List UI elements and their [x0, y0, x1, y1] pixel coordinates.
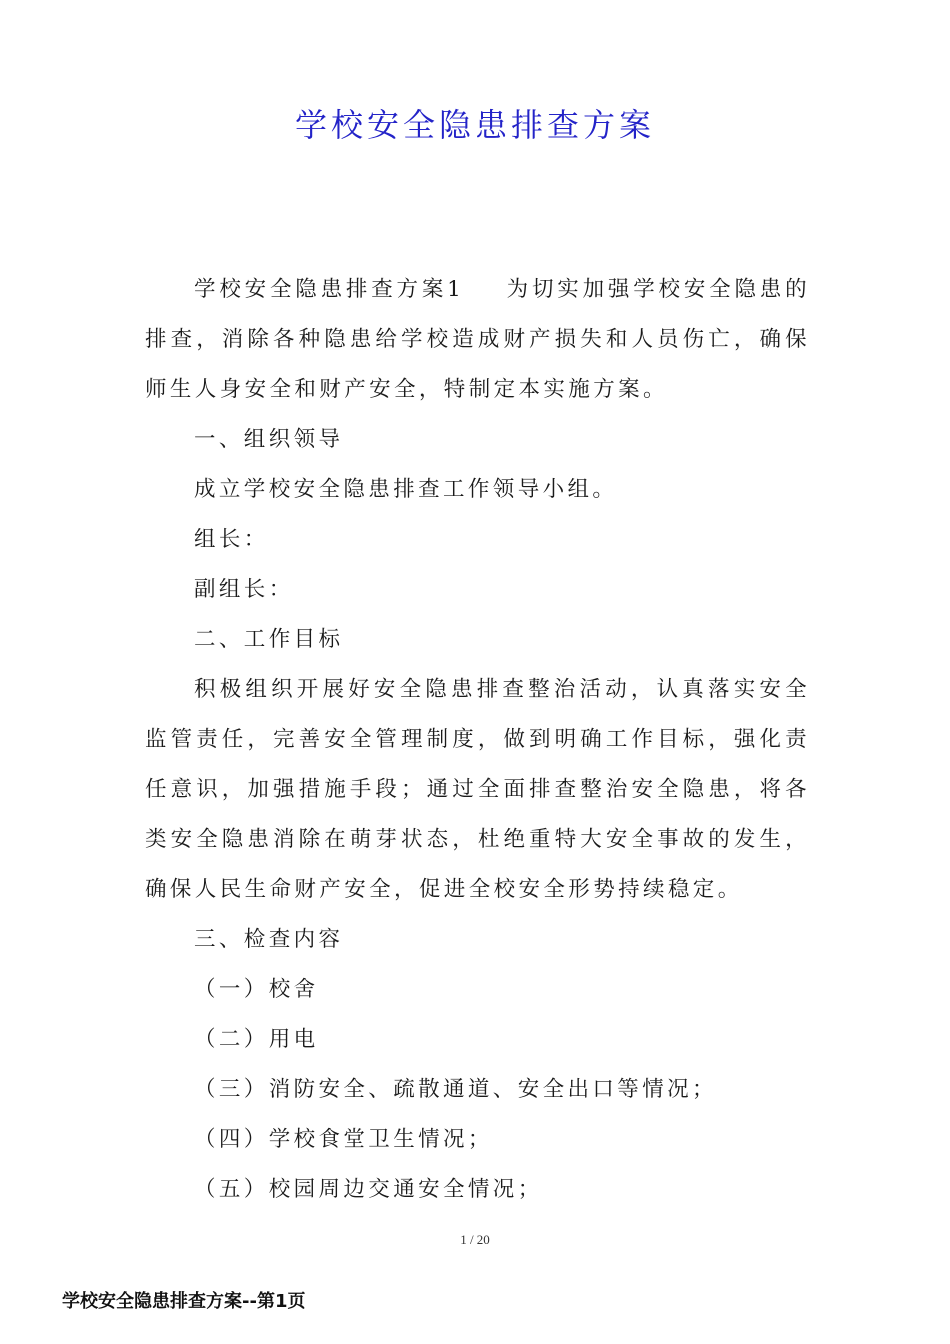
vice-leader-line: 副组长： [194, 577, 294, 602]
intro-paragraph [145, 265, 810, 415]
list-item: （一）校舍 [194, 977, 319, 1002]
section-heading: 学校安全隐患排查方案1 [194, 277, 465, 302]
list-item: （三）消防安全、疏散通道、安全出口等情况； [194, 1077, 717, 1102]
intro-text: 为切实加强学校安全隐患的排查，消除各种隐患给学校造成财产损失和人员伤亡，确保师生人身安全和财产安全，特制定本实施方案。 [145, 277, 810, 402]
leader-line: 组长： [194, 527, 269, 552]
paragraph-organization: 成立学校安全隐患排查工作领导小组。 [194, 477, 618, 502]
document-body [145, 265, 810, 1215]
list-item: （五）校园周边交通安全情况； [194, 1177, 543, 1202]
heading-goals: 二、工作目标 [194, 627, 344, 652]
list-item: （四）学校食堂卫生情况； [194, 1127, 493, 1152]
paragraph-goals: 积极组织开展好安全隐患排查整治活动，认真落实安全监管责任，完善安全管理制度，做到明确工作目标，强化责任意识，加强措施手段；通过全面排查整治安全隐患，将各类安全隐患消除在萌芽状态，杜绝重特大安全事故的发生，确保人民生命财产安全，促进全校安全形势持续稳定。 [145, 677, 810, 902]
heading-inspection: 三、检查内容 [194, 927, 344, 952]
document-title: 学校安全隐患排查方案 [294, 106, 655, 144]
heading-organization: 一、组织领导 [194, 427, 344, 452]
list-item: （二）用电 [194, 1027, 319, 1052]
page-indicator: 1 / 20 [460, 1232, 490, 1247]
footer-label: 学校安全隐患排查方案--第1页 [62, 1291, 306, 1312]
